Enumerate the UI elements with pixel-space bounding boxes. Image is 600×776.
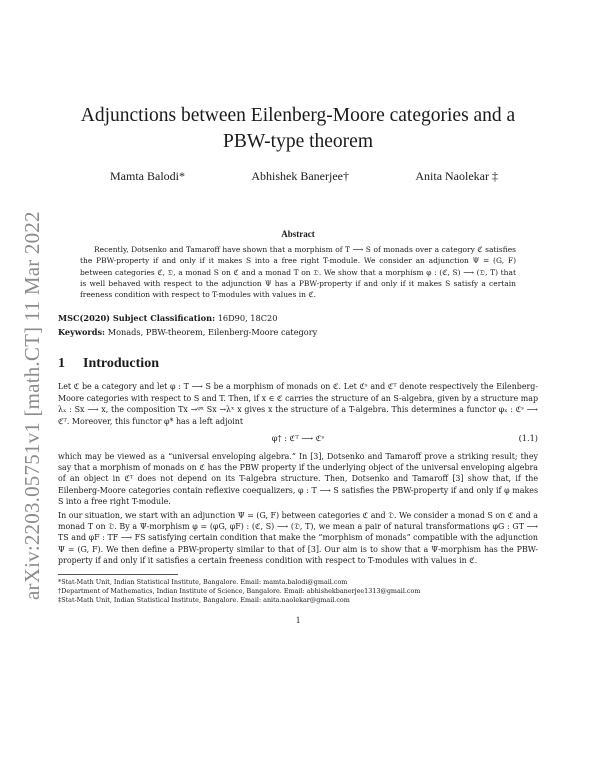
intro-paragraph-2: which may be viewed as a “universal enveloping algebra.” In [3], Dotsenko and Tamaroff prove a striking result; they say that a morphism of monads on ℭ has the PBW property if the underlying object of the universal enveloping algebra of an object in ℭᵀ does not depend on its T-algebra structure. Then, Dotsenko and Tamaroff [3] show that, if the Eilenberg-Moore categories contain reflexive coequalizers, φ : T ⟶ S satisfies the PBW-property if and only if φ makes S into a free right T-module. — [58, 451, 538, 507]
keywords-label: Keywords: — [58, 327, 106, 338]
intro-paragraph-1: Let ℭ be a category and let φ : T ⟶ S be a morphism of monads on ℭ. Let ℭˢ and ℭᵀ denote respectively the Eilenberg-Moore categories with respect to S and T. Then, if x ∈ ℭ carries the structure of an S-algebra, given by a structure map λₓ : Sx ⟶ x, the composition Tx →ᵠˣ Sx →λˣ x gives x the structure of a T-algebra. This determines a functor φₓ : ℭˢ ⟶ ℭᵀ. Moreover, this functor φ* has a left adjoint — [58, 382, 538, 426]
introduction-body — [58, 381, 538, 566]
footnote-2: †Department of Mathematics, Indian Institute of Science, Bangalore. Email: abhishekbanerjee1313@gmail.com — [58, 586, 421, 595]
equation-content: φ† : ℭᵀ ⟶ ℭˢ — [271, 433, 325, 444]
page-number: 1 — [295, 615, 301, 625]
author-list — [58, 169, 538, 184]
abstract-heading: Abstract — [281, 229, 315, 239]
footnote-list — [58, 578, 538, 605]
section-number: 1 — [58, 356, 65, 372]
msc-line — [58, 312, 538, 324]
section-title: Introduction — [83, 356, 159, 372]
author-balodi: Mamta Balodi* — [110, 169, 185, 183]
intro-paragraph-3: In our situation, we start with an adjunction Ψ = (G, F) between categories ℭ and 𝔇. We consider a monad S on ℭ and a monad T on 𝔇. By a Ψ-morphism φ = (φG, φF) : (ℭ, S) ⟶ (𝔇, T), we mean a pair of natural transformations φG : GT ⟶ TS and φF : TF ⟶ FS satisfying certain condition that make the “morphism of monads” compatible with the adjunction Ψ = (G, F). We then define a PBW-property similar to that of [3]. Our aim is to show that a Ψ-morphism has the PBW-property if and only if it satisfies a certain freeness condition with respect to T-modules with values in ℭ. — [58, 510, 538, 566]
equation-number: (1.1) — [518, 433, 538, 444]
paper-title: Adjunctions between Eilenberg-Moore categories and a PBW-type theorem — [80, 105, 516, 152]
section-heading — [58, 356, 538, 372]
author-banerjee: Abhishek Banerjee† — [251, 169, 349, 183]
msc-label: MSC(2020) Subject Classification: — [58, 313, 216, 324]
footnote-3: ‡Stat-Math Unit, Indian Statistical Institute, Bangalore. Email: anita.naolekar@gmail.com — [58, 595, 350, 604]
msc-value: 16D90, 18C20 — [217, 313, 278, 324]
arxiv-identifier-stamp: arXiv:2203.05751v1 [math.CT] 11 Mar 2022 — [20, 211, 44, 600]
equation-1-1 — [58, 433, 538, 444]
author-naolekar: Anita Naolekar ‡ — [415, 169, 498, 183]
footnote-1: *Stat-Math Unit, Indian Statistical Institute, Bangalore. Email: mamta.balodi@gmail.com — [58, 577, 348, 586]
paper-page — [58, 0, 538, 625]
keywords-line — [58, 326, 538, 338]
abstract-text: Recently, Dotsenko and Tamaroff have shown that a morphism of T ⟶ S of monads over a category ℭ satisfies the PBW-property if and only if it makes S into a free right T-module. We consider an adjunction Ψ = (G, F) between categories ℭ, 𝔇, a monad S on ℭ and a monad T on 𝔇. We show that a morphism φ : (ℭ, S) ⟶ (𝔇, T) that is well behaved with respect to the adjunction Ψ has a PBW-property if and only if it makes S satisfy a certain freeness condition with respect to T-modules with values in ℭ. — [80, 245, 516, 300]
keywords-value: Monads, PBW-theorem, Eilenberg-Moore category — [107, 327, 318, 338]
